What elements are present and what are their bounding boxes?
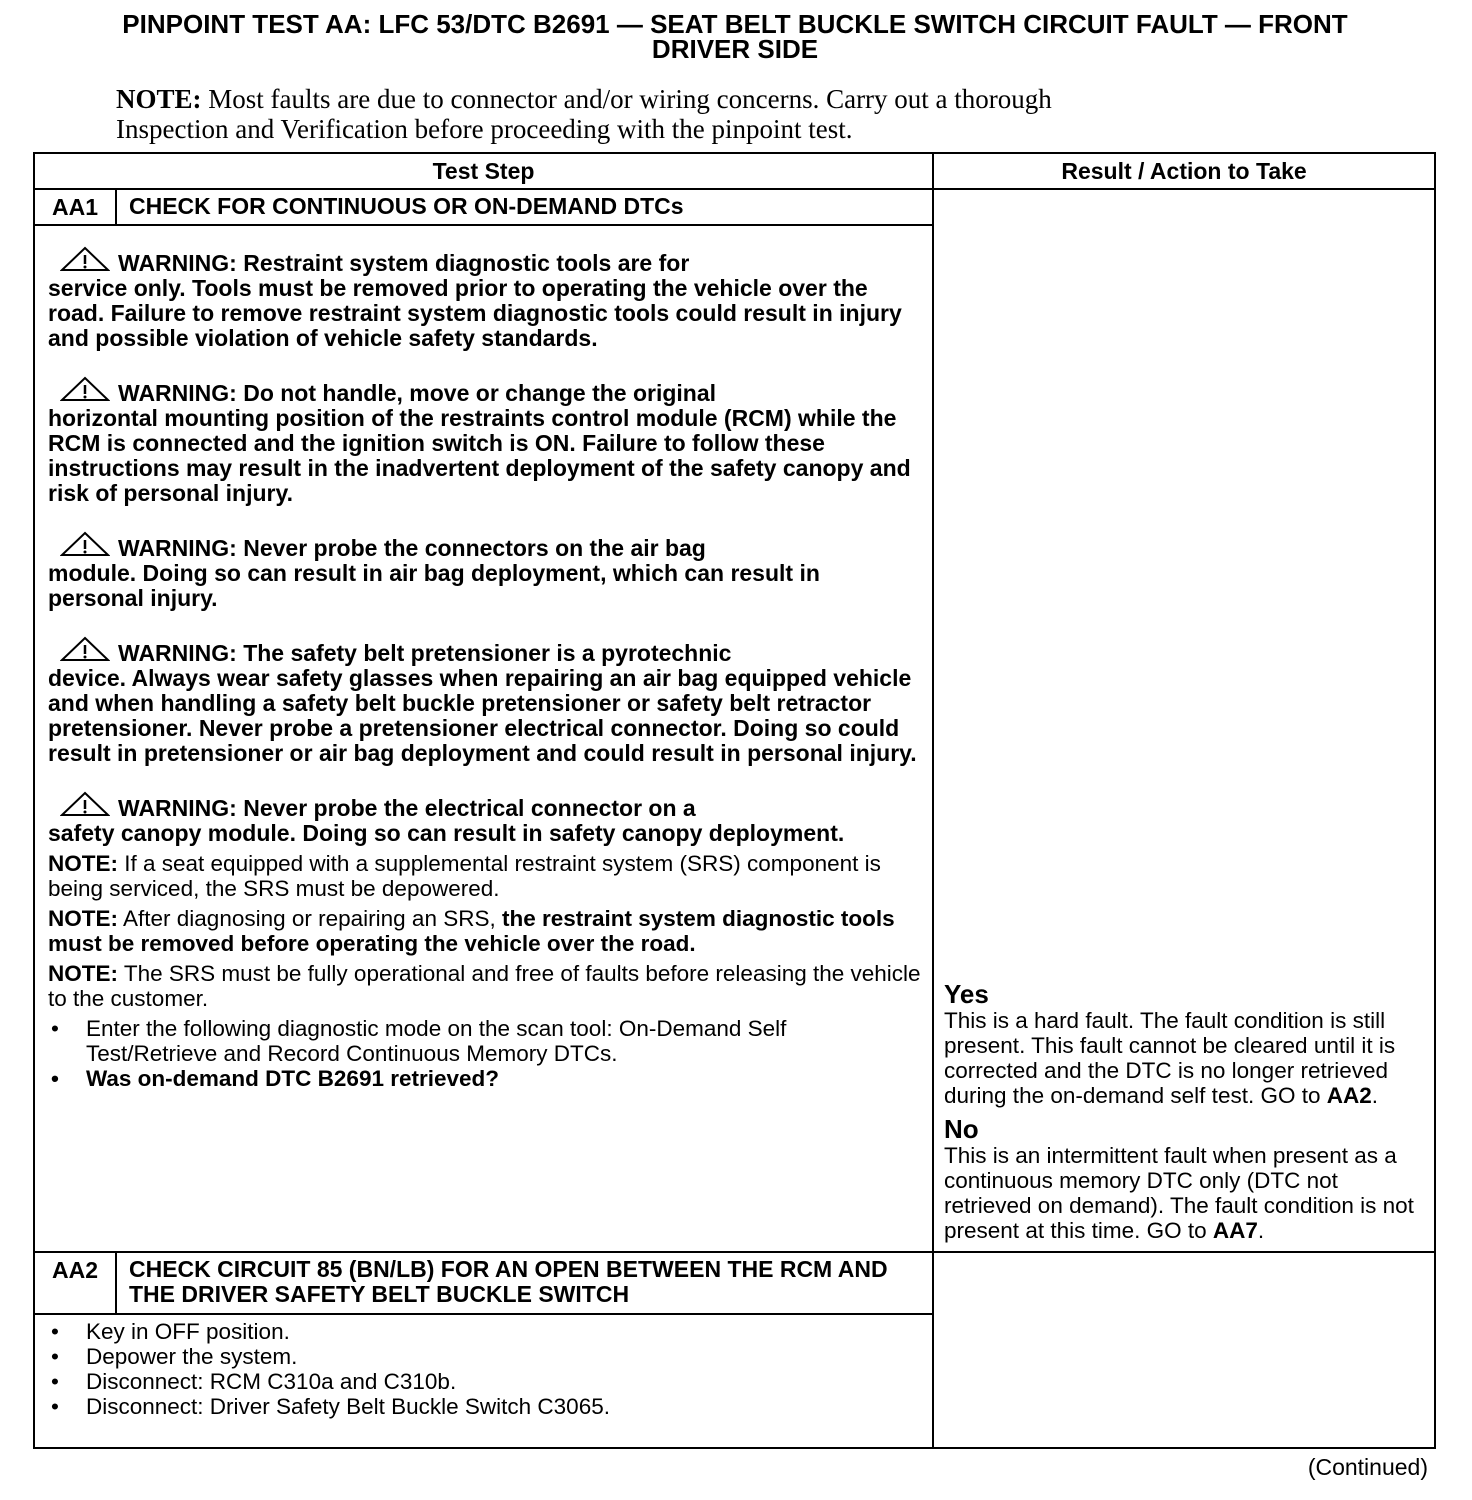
warning-list <box>48 246 922 846</box>
step-aa2-body <box>34 1314 933 1448</box>
step-heading: CHECK CIRCUIT 85 (BN/LB) FOR AN OPEN BETWEEN THE RCM AND THE DRIVER SAFETY BELT BUCKLE SWITCH <box>116 1252 933 1314</box>
no-text <box>944 1143 1426 1243</box>
note-list <box>48 851 922 1011</box>
bullet-item: • Enter the following diagnostic mode on the scan tool: On-Demand Self Test/Retrieve and Record Continuous Memory DTCs. <box>48 1016 922 1066</box>
warning-text: device. Always wear safety glasses when repairing an air bag equipped vehicle and when handling a safety belt buckle pretensioner or safety belt retractor pretensioner. Never probe a pretensioner electrical connector. Doing so could result in pretensioner or air bag deployment and could result in personal injury. <box>48 665 917 766</box>
warning-first-line: WARNING: Do not handle, move or change the original <box>118 380 717 406</box>
step-id: AA1 <box>34 189 116 225</box>
warning-first-line: WARNING: Restraint system diagnostic tools are for <box>118 250 690 276</box>
bullet-item: • Key in OFF position. <box>48 1319 922 1344</box>
step-aa1-body <box>34 225 933 1252</box>
warning-text: horizontal mounting position of the restraints control module (RCM) while the RCM is connected and the ignition switch is ON. Failure to follow these instructions may result in the inadvertent deployment of the safety canopy and risk of personal injury. <box>48 405 911 506</box>
warning-text: module. Doing so can result in air bag deployment, which can result in personal injury. <box>48 560 820 611</box>
warning-triangle-icon <box>60 376 110 402</box>
intro-note-text-1: Most faults are due to connector and/or wiring concerns. Carry out a thorough <box>201 84 1052 114</box>
warning-triangle-icon <box>60 246 110 272</box>
note-bold-text: the restraint system diagnostic tools must be removed before operating the vehicle over the road. <box>48 906 895 956</box>
warning-block <box>48 636 922 766</box>
pinpoint-table <box>33 152 1436 1449</box>
yes-label: Yes <box>944 979 989 1009</box>
no-text-body: This is an intermittent fault when present as a continuous memory DTC only (DTC not retrieved on demand). The fault condition is not present at this time. GO to <box>944 1143 1414 1243</box>
continued-label: (Continued) <box>1307 1454 1428 1480</box>
warning-text: service only. Tools must be removed prior to operating the vehicle over the road. Failure to remove restraint system diagnostic tools could result in injury and possible violation of vehicle safety standards. <box>48 275 902 351</box>
yes-text-body: This is a hard fault. The fault condition is still present. This fault cannot be cleared until it is corrected and the DTC is no longer retrieved during the on-demand self test. GO to <box>944 1008 1396 1108</box>
warning-text: safety canopy module. Doing so can result in safety canopy deployment. <box>48 820 845 846</box>
step-id: AA2 <box>34 1252 116 1314</box>
bullet-list <box>48 1016 922 1091</box>
yes-text <box>944 1008 1426 1108</box>
no-text-end: . <box>1257 1218 1265 1243</box>
warning-block <box>48 376 922 506</box>
step-aa2-result <box>933 1252 1435 1448</box>
yes-text-end: . <box>1371 1083 1379 1108</box>
warning-first-line: WARNING: Never probe the connectors on the air bag <box>118 535 706 561</box>
warning-triangle-icon <box>60 636 110 662</box>
note-block <box>48 851 922 901</box>
title-line-2: DRIVER SIDE <box>651 34 819 64</box>
bullet-item: • Was on-demand DTC B2691 retrieved? <box>48 1066 922 1091</box>
note-text: If a seat equipped with a supplemental restraint system (SRS) component is being serviced, the SRS must be depowered. <box>48 851 881 901</box>
note-text: After diagnosing or repairing an SRS, <box>118 906 502 931</box>
note-label: NOTE: <box>48 851 118 876</box>
warning-triangle-icon <box>60 531 110 557</box>
bullet-item: • Disconnect: Driver Safety Belt Buckle Switch C3065. <box>48 1394 922 1419</box>
warning-block <box>48 246 922 351</box>
bullet-list <box>48 1319 922 1419</box>
col-header-result: Result / Action to Take <box>933 153 1435 189</box>
bullet-item: • Disconnect: RCM C310a and C310b. <box>48 1369 922 1394</box>
result-block <box>934 980 1434 1251</box>
intro-note <box>116 84 1266 144</box>
warning-triangle-icon <box>60 791 110 817</box>
title-line-1: PINPOINT TEST AA: LFC 53/DTC B2691 — SEAT BELT BUCKLE SWITCH CIRCUIT FAULT — FRONT <box>122 9 1348 39</box>
no-goto-link[interactable]: AA7 <box>1212 1218 1258 1243</box>
warning-first-line: WARNING: Never probe the electrical connector on a <box>118 795 696 821</box>
step-aa2-header-row <box>34 1252 1435 1314</box>
note-block <box>48 906 922 956</box>
step-aa1-header-row <box>34 189 1435 225</box>
step-aa1-result <box>933 189 1435 1252</box>
note-text: The SRS must be fully operational and free of faults before releasing the vehicle to the customer. <box>48 961 921 1011</box>
warning-block <box>48 531 922 611</box>
warning-first-line: WARNING: The safety belt pretensioner is a pyrotechnic <box>118 640 732 666</box>
table-header-row <box>34 153 1435 189</box>
note-label: NOTE: <box>48 906 118 931</box>
yes-goto-link[interactable]: AA2 <box>1326 1083 1372 1108</box>
note-block <box>48 961 922 1011</box>
col-header-test-step: Test Step <box>34 153 933 189</box>
page-title <box>30 9 1440 64</box>
intro-note-label: NOTE: <box>116 84 202 114</box>
bullet-item: • Depower the system. <box>48 1344 922 1369</box>
step-heading: CHECK FOR CONTINUOUS OR ON-DEMAND DTCs <box>116 189 933 225</box>
warning-block <box>48 791 922 846</box>
intro-note-text-2: Inspection and Verification before proceeding with the pinpoint test. <box>116 114 853 144</box>
no-label: No <box>944 1114 979 1144</box>
note-label: NOTE: <box>48 961 118 986</box>
